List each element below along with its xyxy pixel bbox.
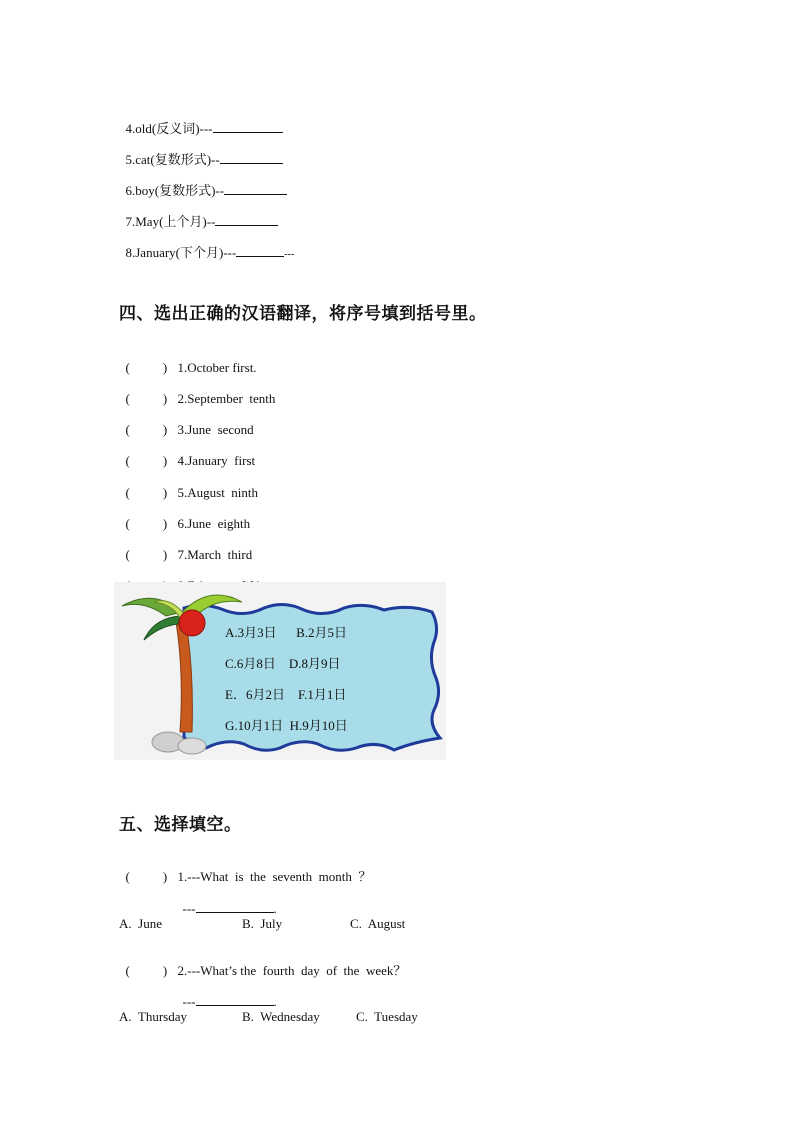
item-text: 4.old(反义词)--- (125, 121, 213, 136)
answer-blank[interactable] (215, 214, 278, 226)
palm-frond (144, 616, 180, 640)
question-text: 2.---What’s the fourth day of the week？ (177, 963, 407, 978)
fill-in-item-4 (119, 105, 283, 137)
answer-paren[interactable]: ( ) (125, 963, 168, 978)
translation-item-4 (119, 437, 255, 469)
answer-paren[interactable]: ( ) (125, 516, 168, 531)
board-line-4: G.10月1日 H.9月10日 (225, 718, 348, 733)
question-2-option-b[interactable]: B. Wednesday (242, 1009, 320, 1024)
item-text: 3.June second (177, 422, 254, 437)
translation-item-5 (119, 469, 258, 501)
question-text: 1.---What is the seventh month ？ (177, 869, 372, 884)
fill-in-item-7 (119, 198, 278, 230)
item-text: 5.August ninth (177, 485, 259, 500)
question-2-option-c[interactable]: C. Tuesday (356, 1009, 418, 1024)
fill-in-item-6 (119, 167, 287, 199)
question-2-option-a[interactable]: A. Thursday (119, 1009, 188, 1024)
translation-item-6 (119, 500, 250, 532)
answer-blank[interactable] (220, 152, 283, 164)
answer-paren[interactable]: ( ) (125, 360, 168, 375)
item-text: 1.October first. (177, 360, 257, 375)
board-line-2: C.6月8日 D.8月9日 (225, 656, 341, 671)
item-text: 6.June eighth (177, 516, 251, 531)
item-text: 8.January(下个月)--- (125, 245, 237, 260)
question-1 (119, 853, 371, 885)
answer-paren[interactable]: ( ) (125, 869, 168, 884)
board-line-1: A.3月3日 B.2月5日 (225, 625, 348, 640)
question-1-option-b[interactable]: B. July (242, 916, 283, 931)
answer-blank[interactable] (196, 901, 274, 913)
answer-blank[interactable] (236, 245, 284, 257)
item-text: 6.boy(复数形式)-- (125, 183, 225, 198)
section-5-heading: 五、选择填空。 (119, 815, 242, 835)
answer-paren[interactable]: ( ) (125, 422, 168, 437)
question-2-answer-line: --- . (182, 994, 277, 1009)
answer-paren[interactable]: ( ) (125, 453, 168, 468)
item-text: 4.January first (177, 453, 256, 468)
translation-item-1 (119, 344, 257, 376)
question-1-answer-line: --- . (182, 901, 277, 916)
question-2 (119, 947, 406, 979)
question-1-option-a[interactable]: A. June (119, 916, 162, 931)
item-text: 2.September tenth (177, 391, 276, 406)
answer-blank[interactable] (196, 994, 274, 1006)
item-text: 5.cat(复数形式)-- (125, 152, 220, 167)
answer-paren[interactable]: ( ) (125, 547, 168, 562)
board-line-3: E．6月2日 F.1月1日 (225, 687, 347, 702)
coconut (179, 610, 205, 636)
fill-in-item-8 (119, 229, 294, 263)
translation-item-2 (119, 375, 275, 407)
translation-item-3 (119, 406, 254, 438)
answer-blank[interactable] (224, 183, 287, 195)
answer-paren[interactable]: ( ) (125, 485, 168, 500)
item-suffix: --- (284, 249, 295, 260)
item-text: 7.March third (177, 547, 253, 562)
palm-tree-answer-board (114, 582, 446, 760)
translation-item-7 (119, 531, 252, 563)
item-text: 7.May(上个月)-- (125, 214, 216, 229)
fill-in-item-5 (119, 136, 283, 168)
answer-blank[interactable] (213, 121, 283, 133)
section-4-heading: 四、选出正确的汉语翻译，将序号填到括号里。 (119, 304, 487, 324)
question-1-option-c[interactable]: C. August (350, 916, 406, 931)
answer-paren[interactable]: ( ) (125, 391, 168, 406)
rock (178, 738, 206, 754)
